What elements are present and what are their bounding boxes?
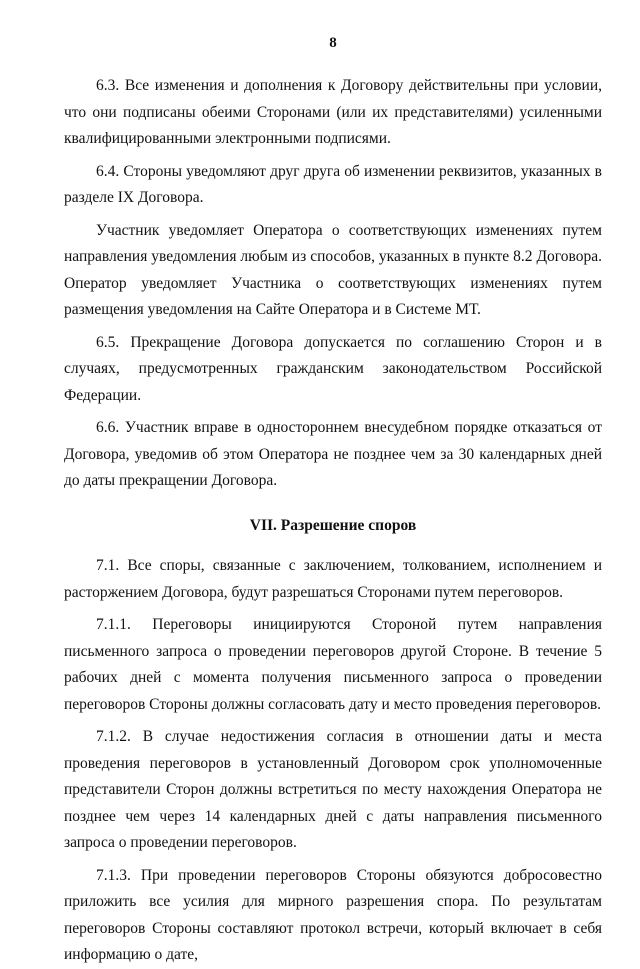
paragraph-6-5: 6.5. Прекращение Договора допускается по соглашению Сторон и в случаях, предусмотренных гражданским законодательством Российской Федерации. xyxy=(64,333,602,404)
paragraph-participant-notice: Участник уведомляет Оператора о соответствующих изменениях путем направления уведомления любым из способов, указанных в пункте 8.2 Договора. Оператор уведомляет Участника о соответствующих изменениях путем размещения уведомления на Сайте Оператора и в Системе МТ. xyxy=(64,221,602,318)
section-heading: VII. Разрешение споров xyxy=(249,516,417,534)
page-number: 8 xyxy=(329,35,337,51)
paragraph-7-1-2: 7.1.2. В случае недостижения согласия в отношении даты и места проведения переговоров в установленный Договором срок уполномоченные представители Сторон должны встретиться по месту нахождения Оператора не позднее чем через 14 календарных дней с даты направления письменного запроса о проведении переговоров. xyxy=(64,728,602,851)
paragraph-7-1-1: 7.1.1. Переговоры инициируются Стороной путем направления письменного запроса о проведении переговоров другой Стороне. В течение 5 рабочих дней с момента получения письменного запроса о проведении переговоров Стороны должны согласовать дату и место проведения переговоров. xyxy=(64,616,602,713)
paragraph-6-3: 6.3. Все изменения и дополнения к Договору действительны при условии, что они подписаны обеими Сторонами (или их представителями) усиленными квалифицированными электронными подписями. xyxy=(64,77,602,147)
paragraph-7-1: 7.1. Все споры, связанные с заключением, толкованием, исполнением и расторжением Договора, будут разрешаться Сторонами путем переговоров. xyxy=(64,557,602,601)
paragraph-6-4: 6.4. Стороны уведомляют друг друга об изменении реквизитов, указанных в разделе IX Договора. xyxy=(64,162,602,206)
paragraph-7-1-3: 7.1.3. При проведении переговоров Стороны обязуются добросовестно приложить все усилия для мирного разрешения спора. По результатам переговоров Стороны составляют протокол встречи, который включает в себя информацию о дате, xyxy=(64,866,602,963)
paragraph-6-6: 6.6. Участник вправе в одностороннем внесудебном порядке отказаться от Договора, уведомив об этом Оператора не позднее чем за 30 календарных дней до даты прекращении Договора. xyxy=(64,419,602,489)
